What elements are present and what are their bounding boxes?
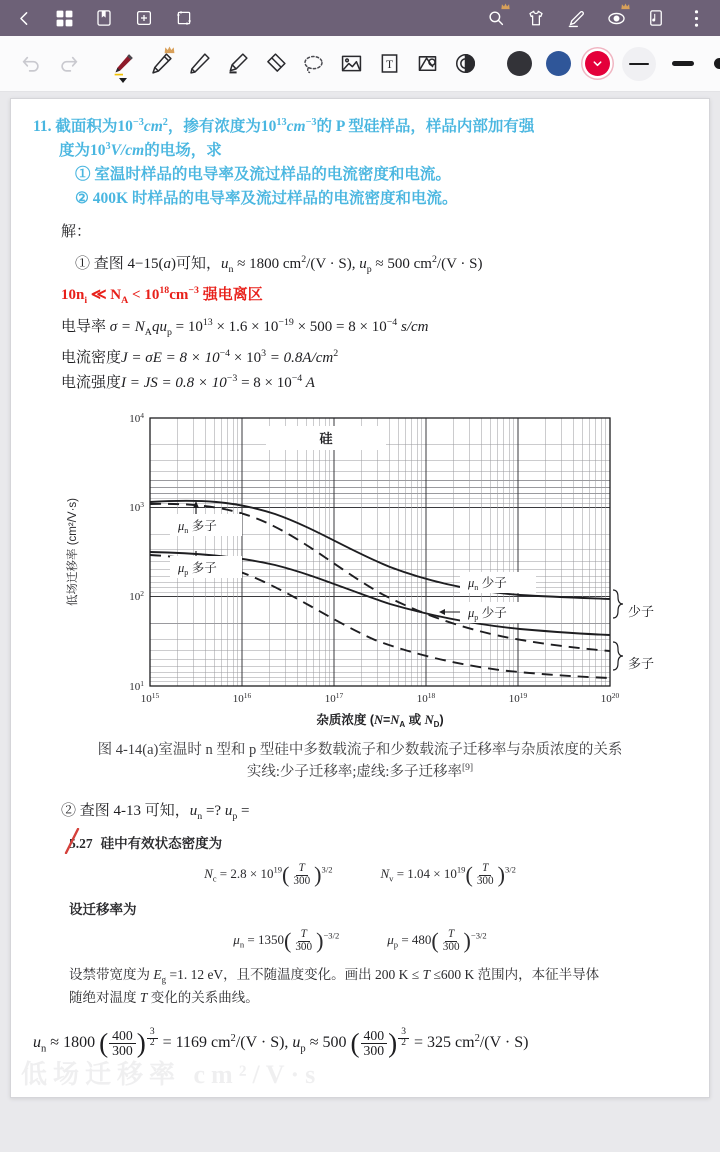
x-tick-10e15: $10^{15}$ — [140, 691, 160, 706]
figure-caption-line1: 图 4-14(a)室温时 n 型和 p 型硅中多数载流子和少数载流子迁移率与杂质浓度的关系 — [97, 742, 623, 759]
tools-group — [104, 44, 484, 84]
solution-block — [33, 221, 687, 394]
grid-view-icon[interactable] — [54, 8, 74, 28]
svg-text:硅: 硅 — [319, 431, 333, 447]
brace-minority-label: 少子 — [628, 604, 655, 620]
x-tick-10e16: $10^{16}$ — [232, 691, 252, 706]
top-navigation-bar — [0, 0, 720, 36]
fountain-pen-tool[interactable] — [104, 44, 142, 84]
inset-equation-row-2 — [33, 928, 687, 954]
shape-tool[interactable] — [408, 44, 446, 84]
svg-text:μp 多子: $\mu_p$ 多子 — [178, 561, 217, 578]
label-mu-n-minority — [460, 572, 536, 593]
x-tick-10e17: $10^{17}$ — [324, 691, 344, 706]
solution-jie: 解： — [61, 224, 92, 241]
redo-button[interactable] — [50, 44, 88, 84]
solution-conductivity: 电导率 $\sigma = N_Aqu_p = 10^{13} \times 1.6 \times 10^{-19} \times 500 = 8 \times 10^{-4}$ s/cm — [61, 316, 429, 338]
mobility-figure — [33, 404, 687, 784]
shirt-icon[interactable] — [526, 8, 546, 28]
inset-heading: 5.27 硅中有效状态密度为 — [69, 836, 223, 852]
svg-text:T: T — [385, 57, 393, 71]
stroke-thick[interactable] — [710, 47, 720, 81]
inset-heading-2: 设迁移率为 — [69, 902, 137, 918]
y-tick-10e1: $10^1$ — [129, 679, 144, 694]
document-page[interactable] — [10, 98, 710, 1098]
x-tick-10e18: $10^{18}$ — [416, 691, 436, 706]
solution-step-1: ① 查图 4−15(a)可知，$u_n \approx 1800$ $cm^2/(V \cdot S)$, $u_p \approx 500$ $cm^2/(V \cdot S)$ — [75, 253, 483, 275]
crown-badge-icon — [164, 46, 175, 54]
note-icon[interactable] — [646, 8, 666, 28]
brace-minority — [613, 590, 623, 618]
eye-icon[interactable] — [606, 8, 626, 28]
color-swatch-blue[interactable] — [546, 51, 571, 76]
x-tick-10e20: $10^{20}$ — [600, 691, 620, 706]
figure-caption — [33, 740, 687, 784]
crown-badge-icon — [621, 3, 630, 10]
chevron-down-icon — [592, 58, 603, 69]
inset-body: 设禁带宽度为 $E_g =1$. 12 eV，且不随温度变化。画出 200 K ≤ T ≤600 K 范围内，本征半导体 随绝对温度 T 变化的关系曲线。 — [69, 967, 600, 1005]
text-tool[interactable] — [370, 44, 408, 84]
nav-right-group — [486, 8, 706, 28]
red-pen-mark-icon — [63, 828, 81, 854]
equation-mu-n: $\mu_n = 1350$( $\frac{T}{300}$ )$^{-3/2}$ — [233, 927, 340, 954]
stroke-group — [617, 47, 720, 81]
add-page-icon[interactable] — [134, 8, 154, 28]
history-group — [12, 44, 88, 84]
y-tick-10e2: $10^2$ — [129, 589, 144, 604]
y-tick-10e4: $10^4$ — [129, 411, 144, 426]
question-item-1: ① 室温时样品的电导率及流过样品的电流密度和电流。 — [75, 166, 451, 184]
brace-majority-label: 多子 — [628, 656, 655, 672]
plot-title-si — [266, 426, 386, 450]
brace-majority — [613, 642, 623, 670]
crown-badge-icon — [501, 3, 510, 10]
opacity-tool[interactable] — [446, 44, 484, 84]
question-item-2: ② 400K 时样品的电导率及流过样品的电流密度和电流。 — [75, 190, 458, 208]
color-swatch-black[interactable] — [507, 51, 532, 76]
figure-caption-line2: 实线:少子迁移率;虚线:多子迁移率[9] — [246, 761, 474, 780]
ballpoint-pen-tool[interactable] — [180, 44, 218, 84]
solution-red-note: $10n_i$ ≪ $N_A < 10^{18}cm^{-3}$ 强电离区 — [61, 285, 263, 307]
plot-frame — [150, 418, 610, 686]
solution-current-density: 电流密度$J = \sigma E = 8 \times 10^{-4} \times 10^3 = 0.8A/cm^2$ — [61, 348, 339, 367]
y-axis-title: 低场迁移率 (cm²/V·s) — [67, 498, 79, 607]
question-block — [33, 115, 687, 211]
color-swatch-red[interactable] — [585, 51, 610, 76]
stroke-thin[interactable] — [622, 47, 656, 81]
solution-step-2: ② 查图 4-13 可知，$u_n$ =? $u_p$ = — [61, 802, 250, 822]
back-icon[interactable] — [14, 8, 34, 28]
equation-nc: $N_c = 2.8 \times 10^{19}$( $\frac{T}{300}$ )$^{3/2}$ — [204, 861, 333, 888]
mobility-chart — [60, 404, 660, 734]
image-tool[interactable] — [332, 44, 370, 84]
equation-nv: $N_v = 1.04 \times 10^{19}$( $\frac{T}{300}$ )$^{3/2}$ — [380, 861, 516, 888]
stroke-medium[interactable] — [666, 47, 700, 81]
signature-icon[interactable] — [566, 8, 586, 28]
crop-icon[interactable] — [174, 8, 194, 28]
svg-text:μn 少子: $\mu_n$ 少子 — [468, 576, 507, 593]
svg-text:μn 多子: $\mu_n$ 多子 — [178, 519, 217, 536]
color-group — [500, 51, 617, 76]
equation-mu-p: $\mu_p = 480$( $\frac{T}{300}$ )$^{-3/2}$ — [387, 927, 487, 954]
inset-number: 5.27 — [69, 836, 93, 852]
textbook-inset — [33, 832, 687, 1010]
question-line-1: 11. 截面积为$10^{-3}cm^2$，掺有浓度为$10^{13}cm^{-3}$的 P 型硅样品，样品内部加有强 — [33, 116, 535, 135]
search-icon[interactable] — [486, 8, 506, 28]
nav-left-group — [14, 8, 194, 28]
question-line-2: 度为$10^3V/cm$的电场，求 — [59, 140, 222, 160]
x-axis-title: 杂质浓度 ($N=N_A$ 或 $N_D$) — [316, 713, 444, 730]
lasso-select-tool[interactable] — [294, 44, 332, 84]
bookmark-icon[interactable] — [94, 8, 114, 28]
solution-current: 电流强度I = JS = $0.8 \times 10^{-3} = 8 \times 10^{-4}$ A — [61, 372, 315, 391]
undo-button[interactable] — [12, 44, 50, 84]
drawing-toolbar — [0, 36, 720, 92]
final-answer-line: $u_n \approx 1800$ ( $\frac{400}{300}$ ) $^{\frac{3}{2}}$ = 1169 $cm^2/(V \cdot S)$, $u_p \approx 500$ ( $\frac{400}{300}$ ) $^{\frac{3}{2}}$ = 325 $cm^2/(V \cdot S)$ — [33, 1026, 529, 1058]
question-number: 11. — [33, 118, 52, 135]
svg-text:μp 少子: $\mu_p$ 少子 — [468, 606, 507, 623]
pencil-tool[interactable] — [142, 44, 180, 84]
plot-grid — [150, 418, 610, 686]
eraser-tool[interactable] — [256, 44, 294, 84]
more-icon[interactable] — [686, 8, 706, 28]
page-scroll-area[interactable] — [0, 92, 720, 1152]
x-tick-10e19: $10^{19}$ — [508, 691, 528, 706]
y-tick-10e3: $10^3$ — [129, 500, 144, 515]
page-watermark: 低场迁移率 cm²/V·s — [21, 1060, 322, 1089]
inset-equation-row-1 — [33, 862, 687, 888]
marker-tool[interactable] — [218, 44, 256, 84]
